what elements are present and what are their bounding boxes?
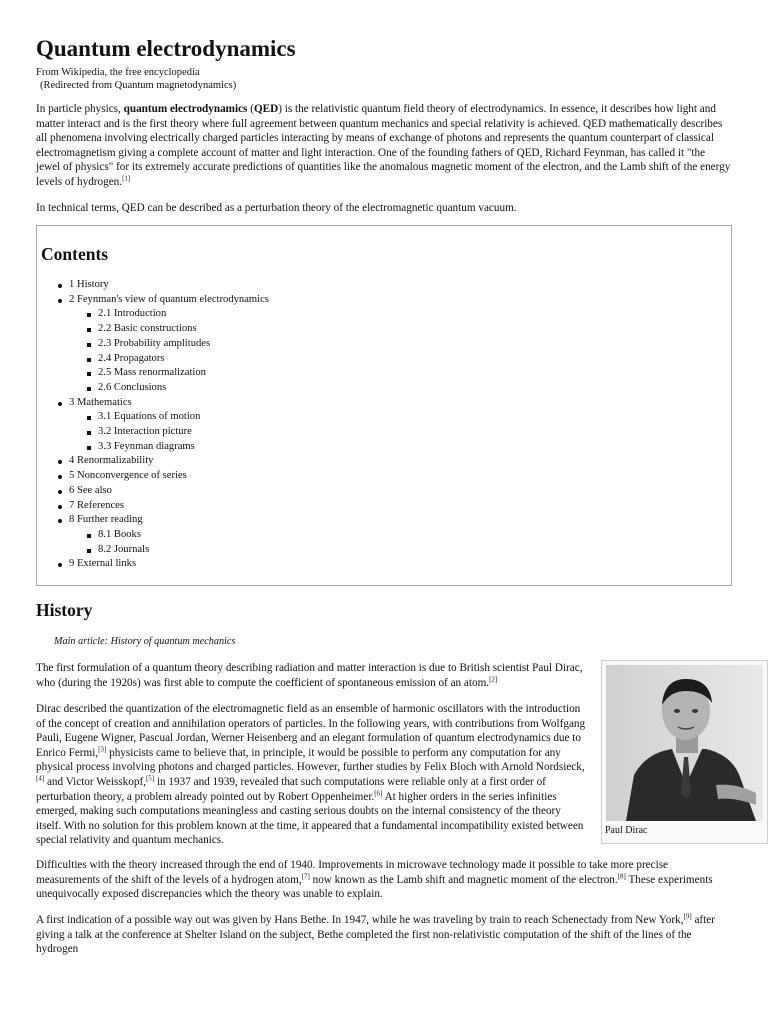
toc-item[interactable]: 2.5 Mass renormalization (37, 366, 269, 381)
toc-item[interactable]: 2 Feynman's view of quantum electrodynamics (37, 293, 269, 308)
toc-item[interactable]: 3.2 Interaction picture (37, 425, 269, 440)
toc-title: Contents (41, 244, 109, 264)
toc-item[interactable]: 1 History (37, 278, 269, 293)
main-article-link[interactable]: Main article: History of quantum mechanics (54, 636, 236, 647)
toc-item[interactable]: 2.2 Basic constructions (37, 322, 269, 337)
dirac-thumbnail[interactable] (601, 660, 768, 844)
toc-item[interactable]: 3 Mathematics (37, 396, 269, 411)
section-heading-history: History (36, 600, 93, 620)
citation-link[interactable]: [1] (122, 174, 131, 183)
toc-item[interactable]: 5 Nonconvergence of series (37, 469, 269, 484)
citation-link[interactable]: [2] (489, 674, 498, 683)
history-paragraph-4: A first indication of a possible way out was given by Hans Bethe. In 1947, while he was traveling by train to reach Schenectady from New York,[9] after giving a talk at the conference at Shelter Island on the subject, Bethe completed the first non-relativistic computation of the shift of the lines of the hydrogen (36, 912, 715, 956)
citation-link[interactable]: [3] (98, 745, 107, 754)
page-title: Quantum electrodynamics (36, 36, 296, 61)
portrait-image (606, 665, 763, 821)
toc-item[interactable]: 7 References (37, 499, 269, 514)
toc-item[interactable]: 2.4 Propagators (37, 352, 269, 367)
citation-link[interactable]: [7] (301, 871, 310, 880)
toc-item[interactable]: 8.2 Journals (37, 543, 269, 558)
toc-item[interactable]: 8.1 Books (37, 528, 269, 543)
citation-link[interactable]: [6] (374, 788, 383, 797)
citation-link[interactable]: [4] (36, 774, 45, 783)
intro-paragraph-2: In technical terms, QED can be described as a perturbation theory of the electromagnetic quantum vacuum. (36, 202, 517, 214)
redirect-note[interactable]: (Redirected from Quantum magnetodynamics) (40, 80, 237, 91)
toc-item[interactable]: 2.3 Probability amplitudes (37, 337, 269, 352)
citation-link[interactable]: [5] (145, 774, 155, 783)
toc-item[interactable]: 4 Renormalizability (37, 454, 269, 469)
toc-item[interactable]: 2.6 Conclusions (37, 381, 269, 396)
citation-link[interactable]: [9] (683, 912, 692, 921)
toc-item[interactable]: 2.1 Introduction (37, 307, 269, 322)
site-tagline: From Wikipedia, the free encyclopedia (36, 67, 200, 78)
toc-item[interactable]: 9 External links (37, 557, 269, 572)
toc-item[interactable]: 3.1 Equations of motion (37, 410, 269, 425)
history-paragraph-2: Dirac described the quantization of the electromagnetic field as an ensemble of harmonic oscillators with the introduction of the concept of creation and annihilation operators of particles. In the following years, with contributions from Wolfgang Pauli, Eugene Wigner, Pascual Jordan, Werner Heisenberg and an elegant formulation of quantum electrodynamics due to Enrico Fermi,[3] physicists came to believe that, in principle, it would be possible to perform any computation for any physical process involving photons and charged particles. However, further studies by Felix Bloch with Arnold Nordsieck,[4] and Victor Weisskopf,[5] in 1937 and 1939, revealed that such computations were reliable only at a first order of perturbation theory, a problem already pointed out by Robert Oppenheimer.[6] At higher orders in the series infinities emerged, making such computations meaningless and casting serious doubts on the internal consistency of the theory itself. With no solution for this problem known at the time, it appeared that a fundamental incompatibility existed between special relativity and quantum mechanics. (36, 703, 586, 847)
toc-item[interactable]: 8 Further reading (37, 513, 269, 528)
intro-paragraph: In particle physics, quantum electrodynamics (QED) is the relativistic quantum field theory of electrodynamics. In essence, it describes how light and matter interact and is the first theory where full agreement between quantum mechanics and special relativity is achieved. QED mathematically describes all phenomena involving electrically charged particles interacting by means of exchange of photons and represents the quantum counterpart of classical electromagnetism giving a complete account of matter and light interaction. One of the founding fathers of QED, Richard Feynman, has called it "the jewel of physics" for its extremely accurate predictions of quantities like the anomalous magnetic moment of the electron, and the Lamb shift of the energy levels of hydrogen.[1] (36, 103, 731, 188)
toc-list (37, 278, 269, 572)
toc-item[interactable]: 6 See also (37, 484, 269, 499)
history-paragraph-1: The first formulation of a quantum theory describing radiation and matter interaction is due to British scientist Paul Dirac, who (during the 1920s) was first able to compute the coefficient of spontaneous emission of an atom.[2] (36, 662, 583, 689)
citation-link[interactable]: [8] (617, 871, 626, 880)
image-caption: Paul Dirac (605, 825, 648, 836)
table-of-contents (36, 225, 732, 586)
history-paragraph-3: Difficulties with the theory increased through the end of 1940. Improvements in microwave technology made it possible to take more precise measurements of the shift of the levels of a hydrogen atom,[7] now known as the Lamb shift and magnetic moment of the electron.[8] These experiments unequivocally exposed discrepancies which the theory was unable to explain. (36, 859, 713, 901)
toc-item[interactable]: 3.3 Feynman diagrams (37, 440, 269, 455)
